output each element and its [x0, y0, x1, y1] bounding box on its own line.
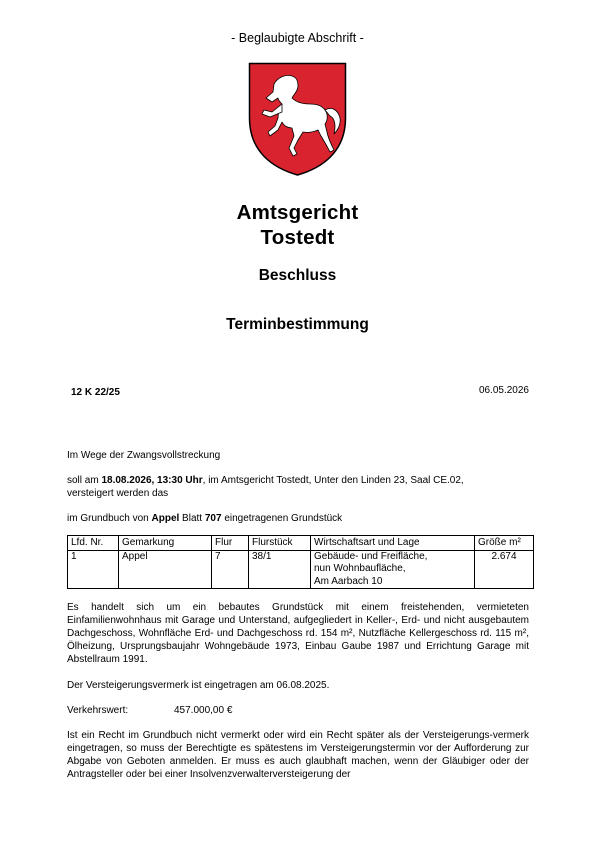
intro-paragraph: Im Wege der Zwangsvollstreckung — [67, 450, 221, 461]
document-subtitle-heading: Terminbestimmung — [226, 316, 369, 333]
lage-line: Am Aarbach 10 — [314, 575, 383, 587]
grundbuch-mid: Blatt — [179, 513, 205, 524]
cell-flur: 7 — [212, 550, 249, 589]
auction-datetime: 18.08.2026, 13:30 Uhr — [101, 475, 203, 486]
court-name-line2: Tostedt — [260, 226, 335, 249]
auction-date-paragraph — [67, 474, 529, 500]
document-type-heading: Beschluss — [258, 267, 337, 284]
cell-groesse: 2.674 — [475, 550, 534, 589]
grundbuch-suffix: eingetragenen Grundstück — [221, 513, 343, 524]
auction-prefix: soll am — [67, 475, 102, 486]
header-lfd-nr: Lfd. Nr. — [68, 536, 119, 551]
header-wirtschaftsart: Wirtschaftsart und Lage — [311, 536, 475, 551]
vermerk-paragraph: Der Versteigerungsvermerk ist eingetragen am 06.08.2025. — [67, 680, 330, 691]
table-header-row — [68, 536, 534, 551]
verkehrswert-value: 457.000,00 € — [174, 705, 233, 716]
certified-copy-note: - Beglaubigte Abschrift - — [231, 31, 364, 45]
verkehrswert-label: Verkehrswert: — [67, 705, 129, 716]
header-groesse: Größe m² — [475, 536, 534, 551]
property-description: Es handelt sich um ein bebautes Grundstück mit einem freistehenden, vermieteten Einfamilienwohnhaus mit Garage und Unterstand, aufgegliedert in Keller-, Erd- und nicht ausgebautem Dachgeschoss, Wohnfläche Erd- und Dachgeschoss rd. 154 m², Nutzfläche Kellergeschoss rd. 115 m², Ölheizung, Ursprungsbaujahr Wohngebäude 1973, Einbau Gaube 1987 und Errichtung Garage mit Abstellraum 1991. — [67, 602, 529, 665]
lage-line: Gebäude- und Freifläche, — [314, 550, 428, 562]
auction-suffix: , im Amtsgericht Tostedt, Unter den Linden 23, Saal CE.02, — [202, 475, 464, 486]
document-date: 06.05.2026 — [478, 385, 529, 396]
cell-lfd-nr: 1 — [68, 550, 119, 589]
auction-line2: versteigert werden das — [67, 488, 169, 499]
grundbuch-name: Appel — [151, 513, 180, 524]
property-table — [67, 535, 534, 589]
rights-paragraph: Ist ein Recht im Grundbuch nicht vermerkt oder wird ein Recht später als der Versteigerungs-vermerk eingetragen, so muss der Berechtigte es spätestens im Versteigerungstermin vor der Aufforderung zur Abgabe von Geboten anmelden. Er muss es auch glaubhaft machen, wenn der Gläubiger oder der Antragsteller oder bei einer Insolvenzverwalterversteigerung der — [67, 730, 529, 780]
lower-saxony-horse-coat-of-arms-icon — [248, 62, 347, 177]
table-row — [68, 550, 534, 589]
cell-gemarkung: Appel — [119, 550, 212, 589]
court-name — [0, 200, 595, 250]
header-flurstueck: Flurstück — [249, 536, 311, 551]
header-gemarkung: Gemarkung — [119, 536, 212, 551]
cell-wirtschaftsart — [311, 550, 475, 589]
case-number: 12 K 22/25 — [71, 387, 120, 398]
lage-line: nun Wohnbaufläche, — [314, 563, 406, 574]
court-name-line1: Amtsgericht — [236, 201, 359, 224]
grundbuch-prefix: im Grundbuch von — [67, 513, 152, 524]
grundbuch-blatt: 707 — [204, 513, 222, 524]
grundbuch-paragraph — [67, 512, 527, 525]
header-flur: Flur — [212, 536, 249, 551]
cell-flurstueck: 38/1 — [249, 550, 311, 589]
